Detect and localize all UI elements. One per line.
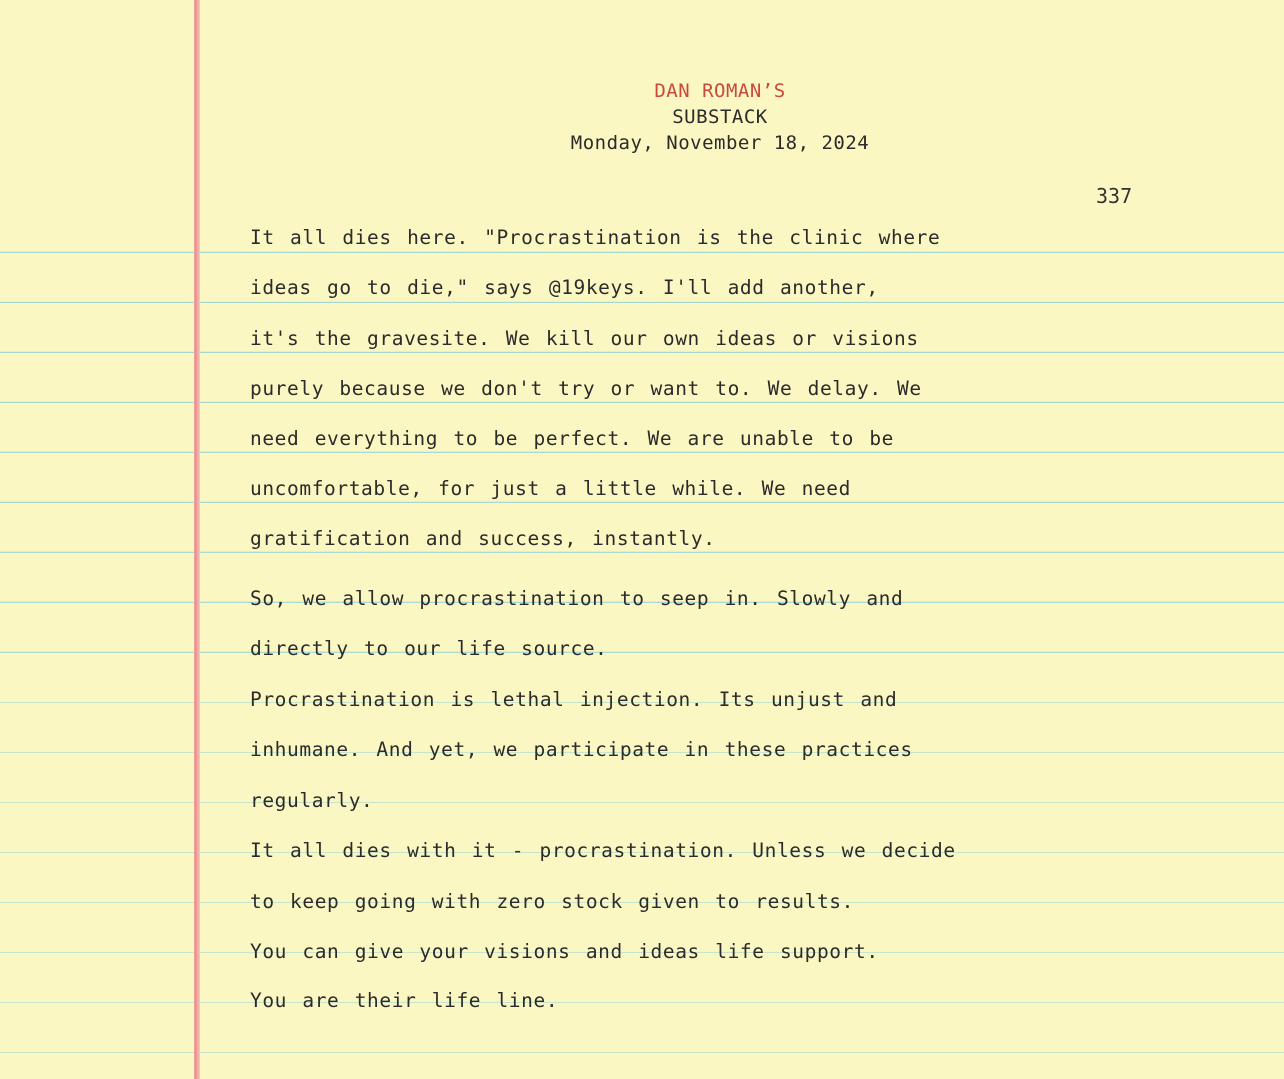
text-line: So, we allow procrastination to seep in. Slowly and	[250, 587, 904, 610]
author-name: DAN ROMAN’S	[654, 80, 786, 102]
text-line: to keep going with zero stock given to results.	[250, 890, 854, 913]
text-line: gratification and success, instantly.	[250, 527, 716, 550]
page-header	[500, 78, 940, 156]
text-line: You are their life line.	[250, 989, 559, 1012]
text-line: it's the gravesite. We kill our own ideas or visions	[250, 327, 919, 350]
text-line: purely because we don't try or want to. We delay. We	[250, 377, 922, 400]
text-line: inhumane. And yet, we participate in these practices	[250, 738, 913, 761]
text-line: uncomfortable, for just a little while. We need	[250, 477, 851, 500]
post-date: Monday, November 18, 2024	[570, 132, 870, 154]
text-line: need everything to be perfect. We are unable to be	[250, 427, 894, 450]
text-line: It all dies here. "Procrastination is the clinic where	[250, 226, 941, 249]
red-margin-line	[194, 0, 200, 1079]
text-line: It all dies with it - procrastination. Unless we decide	[250, 839, 956, 862]
text-line: directly to our life source.	[250, 637, 608, 660]
text-line: Procrastination is lethal injection. Its unjust and	[250, 688, 898, 711]
text-line: regularly.	[250, 789, 374, 812]
text-line: ideas go to die," says @19keys. I'll add another,	[250, 276, 879, 299]
page-number: 337	[1096, 184, 1133, 208]
publication-name: SUBSTACK	[672, 106, 768, 128]
text-line: You can give your visions and ideas life support.	[250, 940, 879, 963]
